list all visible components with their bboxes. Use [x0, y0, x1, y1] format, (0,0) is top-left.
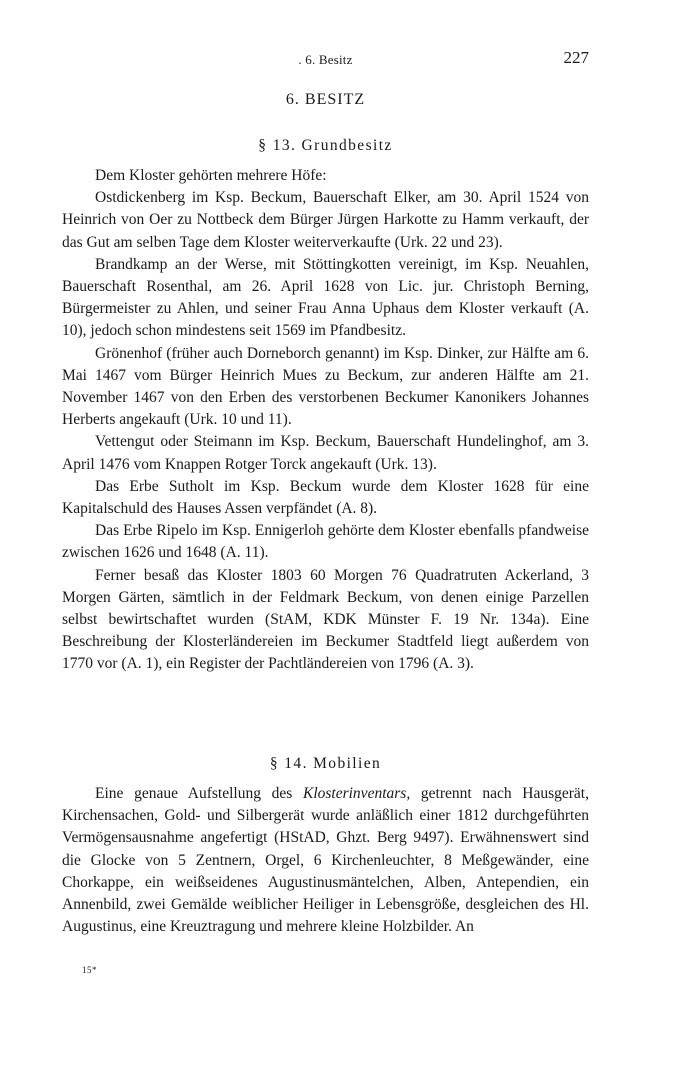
section-13-body [62, 165, 589, 676]
paragraph-lead: Eine genaue Aufstellung des [95, 785, 303, 802]
section-14-heading: § 14. Mobilien [269, 755, 382, 772]
paragraph-rest: getrennt nach Hausgerät, Kirchensachen, Gold- und Silbergerät wurde anläßlich einer 1812 durchgeführten Vermögensausnahme angefertigt (HStAD, Ghzt. Berg 9497). Erwähnenswert sind die Glocke von 5 Zentnern, Orgel, 6 Kirchenleuchter, 8 Meßgewänder, eine Chorkappe, ein weißseidenes Augustinusmäntelchen, Alben, Antependien, ein Annenbild, zwei Gemälde weiblicher Heiliger in Lebensgröße, desgleichen des Hl. Augustinus, eine Kreuztragung und mehrere kleine Holzbilder. An [62, 785, 589, 936]
paragraph: Ferner besaß das Kloster 1803 60 Morgen 76 Quadratruten Ackerland, 3 Morgen Gärten, sämtlich in der Feldmark Beckum, von denen einige Parzellen selbst bewirtschaftet wurden (StAM, KDK Münster F. 19 Nr. 134a). Eine Beschreibung der Klosterländereien im Beckumer Stadtfeld liegt außerdem von 1770 vor (A. 1), ein Register der Pachtländereien von 1796 (A. 3). [62, 566, 589, 673]
paragraph: Dem Kloster gehörten mehrere Höfe: [95, 167, 327, 184]
paragraph: Grönenhof (früher auch Dorneborch genannt) im Ksp. Dinker, zur Hälfte am 6. Mai 1467 vom Bürger Heinrich Mues zu Beckum, zur anderen Hälfte am 21. November 1467 von den Erben des verstorbenen Beckumer Kanonikers Johannes Herberts angekauft (Urk. 10 und 11). [62, 344, 589, 429]
paragraph [62, 783, 589, 938]
running-head-title: . 6. Besitz [298, 52, 353, 67]
page-number: 227 [563, 48, 589, 67]
running-head [62, 48, 589, 70]
italic-term: Klosterinventars, [302, 785, 411, 802]
paragraph: Brandkamp an der Werse, mit Stöttingkotten vereinigt, im Ksp. Neuahlen, Bauerschaft Rosenthal, am 26. April 1628 von Lic. jur. Christoph Berning, Bürgermeister zu Ahlen, und seiner Frau Anna Uphaus dem Kloster verkauft (A. 10), jedoch schon mindestens seit 1569 im Pfandbesitz. [62, 255, 589, 340]
signature-mark: 15* [82, 965, 97, 975]
paragraph: Das Erbe Sutholt im Ksp. Beckum wurde dem Kloster 1628 für eine Kapitalschuld des Hauses Assen verpfändet (A. 8). [62, 477, 589, 518]
section-13-heading: § 13. Grundbesitz [258, 137, 393, 154]
section-14-body [62, 783, 589, 938]
chapter-title: 6. BESITZ [285, 91, 366, 108]
paragraph: Ostdickenberg im Ksp. Beckum, Bauerschaft Elker, am 30. April 1524 von Heinrich von Oer zu Nottbeck dem Bürger Jürgen Harkotte zu Hamm verkauft, der das Gut am selben Tage dem Kloster weiterverkaufte (Urk. 22 und 23). [62, 189, 589, 251]
paragraph: Vettengut oder Steimann im Ksp. Beckum, Bauerschaft Hundelinghof, am 3. April 1476 vom Knappen Rotger Torck angekauft (Urk. 13). [62, 433, 589, 473]
paragraph: Das Erbe Ripelo im Ksp. Ennigerloh gehörte dem Kloster ebenfalls pfandweise zwischen 1626 und 1648 (A. 11). [62, 522, 589, 562]
